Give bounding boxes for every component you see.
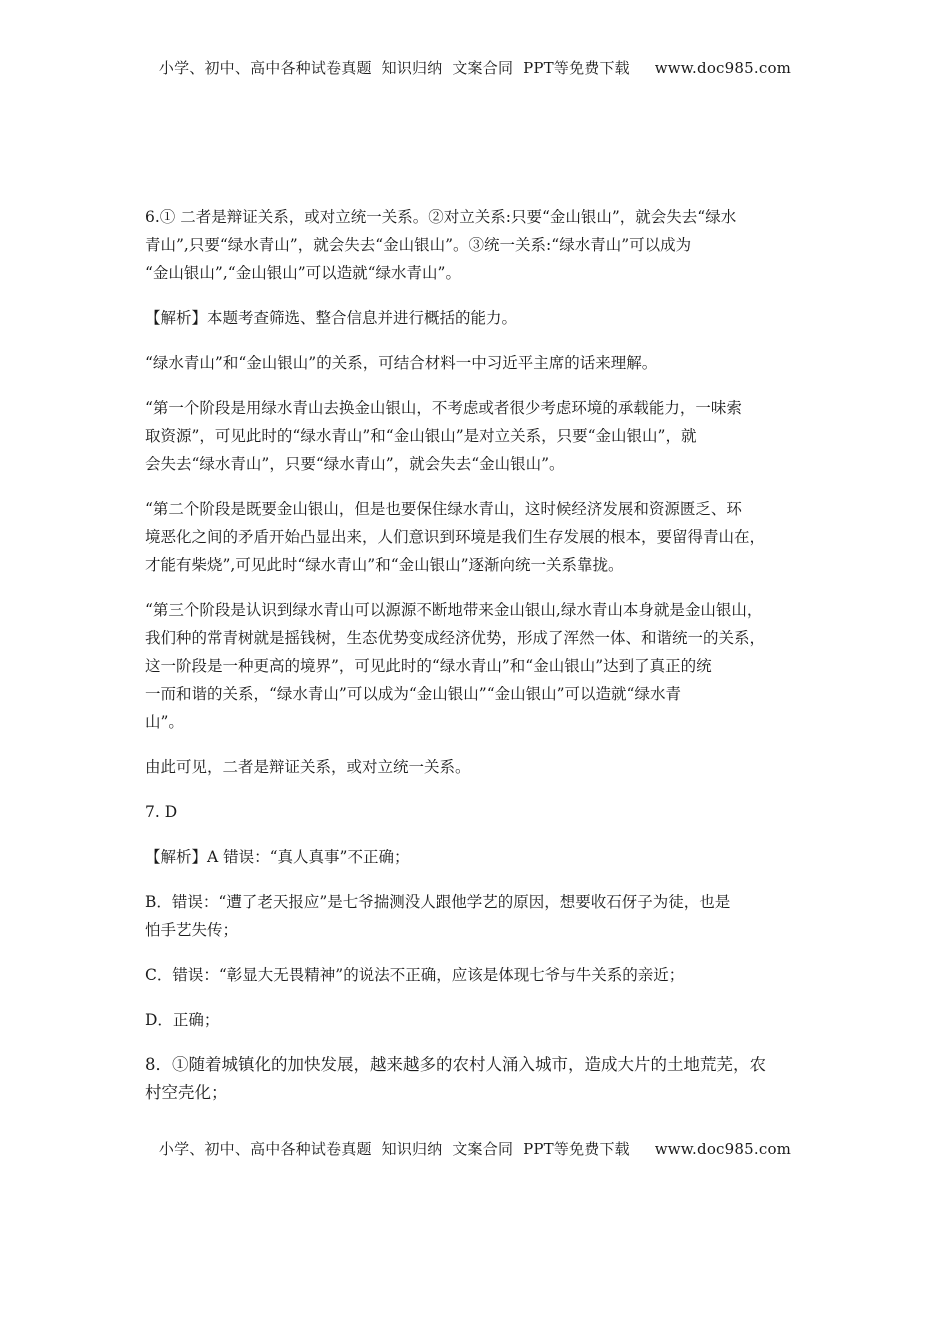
text-line: 山”。: [145, 713, 184, 731]
text-line: 境恶化之间的矛盾开始凸显出来，人们意识到环境是我们生存发展的根本，要留得青山在，: [145, 528, 766, 546]
text-line: 才能有柴烧”,可见此时“绿水青山”和“金山银山”逐渐向统一关系靠拢。: [145, 556, 624, 574]
text-line: “金山银山”,“金山银山”可以造就“绿水青山”。: [145, 264, 461, 282]
q7-analysis: 【解析】A 错误：“真人真事”不正确；: [145, 848, 410, 866]
text-line: 会失去“绿水青山”，只要“绿水青山”，就会失去“金山银山”。: [145, 455, 565, 473]
text-line: 这一阶段是一种更高的境界”，可见此时的“绿水青山”和“金山银山”达到了真正的统: [145, 657, 712, 675]
q7-option-d: D．正确；: [145, 1011, 220, 1029]
text-line: 6.① 二者是辩证关系，或对立统一关系。②对立关系:只要“金山银山”，就会失去“绿水: [145, 208, 737, 226]
q8-answer: [145, 1051, 810, 1107]
document-body: [145, 203, 810, 1107]
text-line: 我们种的常青树就是摇钱树，生态优势变成经济优势，形成了浑然一体、和谐统一的关系，: [145, 629, 766, 647]
text-line: “第一个阶段是用绿水青山去换金山银山，不考虑或者很少考虑环境的承载能力，一味索: [145, 399, 742, 417]
text-line: B．错误：“遭了老天报应”是七爷揣测没人跟他学艺的原因，想要收石伢子为徒，也是: [145, 893, 731, 911]
q6-answer: [145, 203, 810, 287]
page-header: 小学、初中、高中各种试卷真题 知识归纳 文案合同 PPT等免费下载 www.doc985.com: [158, 59, 792, 77]
q7-option-b: [145, 888, 810, 944]
q6-stage3: [145, 596, 810, 736]
q6-conclusion: 由此可见，二者是辩证关系，或对立统一关系。: [145, 758, 471, 776]
page-footer: 小学、初中、高中各种试卷真题 知识归纳 文案合同 PPT等免费下载 www.doc985.com: [158, 1140, 792, 1158]
q7-option-c: C．错误：“彰显大无畏精神”的说法不正确，应该是体现七爷与牛关系的亲近；: [145, 966, 685, 984]
text-line: “第三个阶段是认识到绿水青山可以源源不断地带来金山银山,绿水青山本身就是金山银山，: [145, 601, 763, 619]
text-line: 取资源”，可见此时的“绿水青山”和“金山银山”是对立关系，只要“金山银山”，就: [145, 427, 697, 445]
text-line: 村空壳化；: [145, 1083, 228, 1102]
text-line: 青山”,只要“绿水青山”，就会失去“金山银山”。③统一关系:“绿水青山”可以成为: [145, 236, 692, 254]
q6-stage1: [145, 394, 810, 478]
q6-intro: “绿水青山”和“金山银山”的关系，可结合材料一中习近平主席的话来理解。: [145, 354, 658, 372]
q7-answer: 7. D: [145, 803, 178, 821]
text-line: 8．①随着城镇化的加快发展，越来越多的农村人涌入城市，造成大片的土地荒芜，农: [145, 1055, 766, 1074]
text-line: 怕手艺失传；: [145, 921, 239, 939]
text-line: “第二个阶段是既要金山银山，但是也要保住绿水青山，这时候经济发展和资源匮乏、环: [145, 500, 742, 518]
q6-analysis: 【解析】本题考查筛选、整合信息并进行概括的能力。: [145, 309, 518, 327]
text-line: 一而和谐的关系，“绿水青山”可以成为“金山银山”“金山银山”可以造就“绿水青: [145, 685, 681, 703]
q6-stage2: [145, 495, 810, 579]
